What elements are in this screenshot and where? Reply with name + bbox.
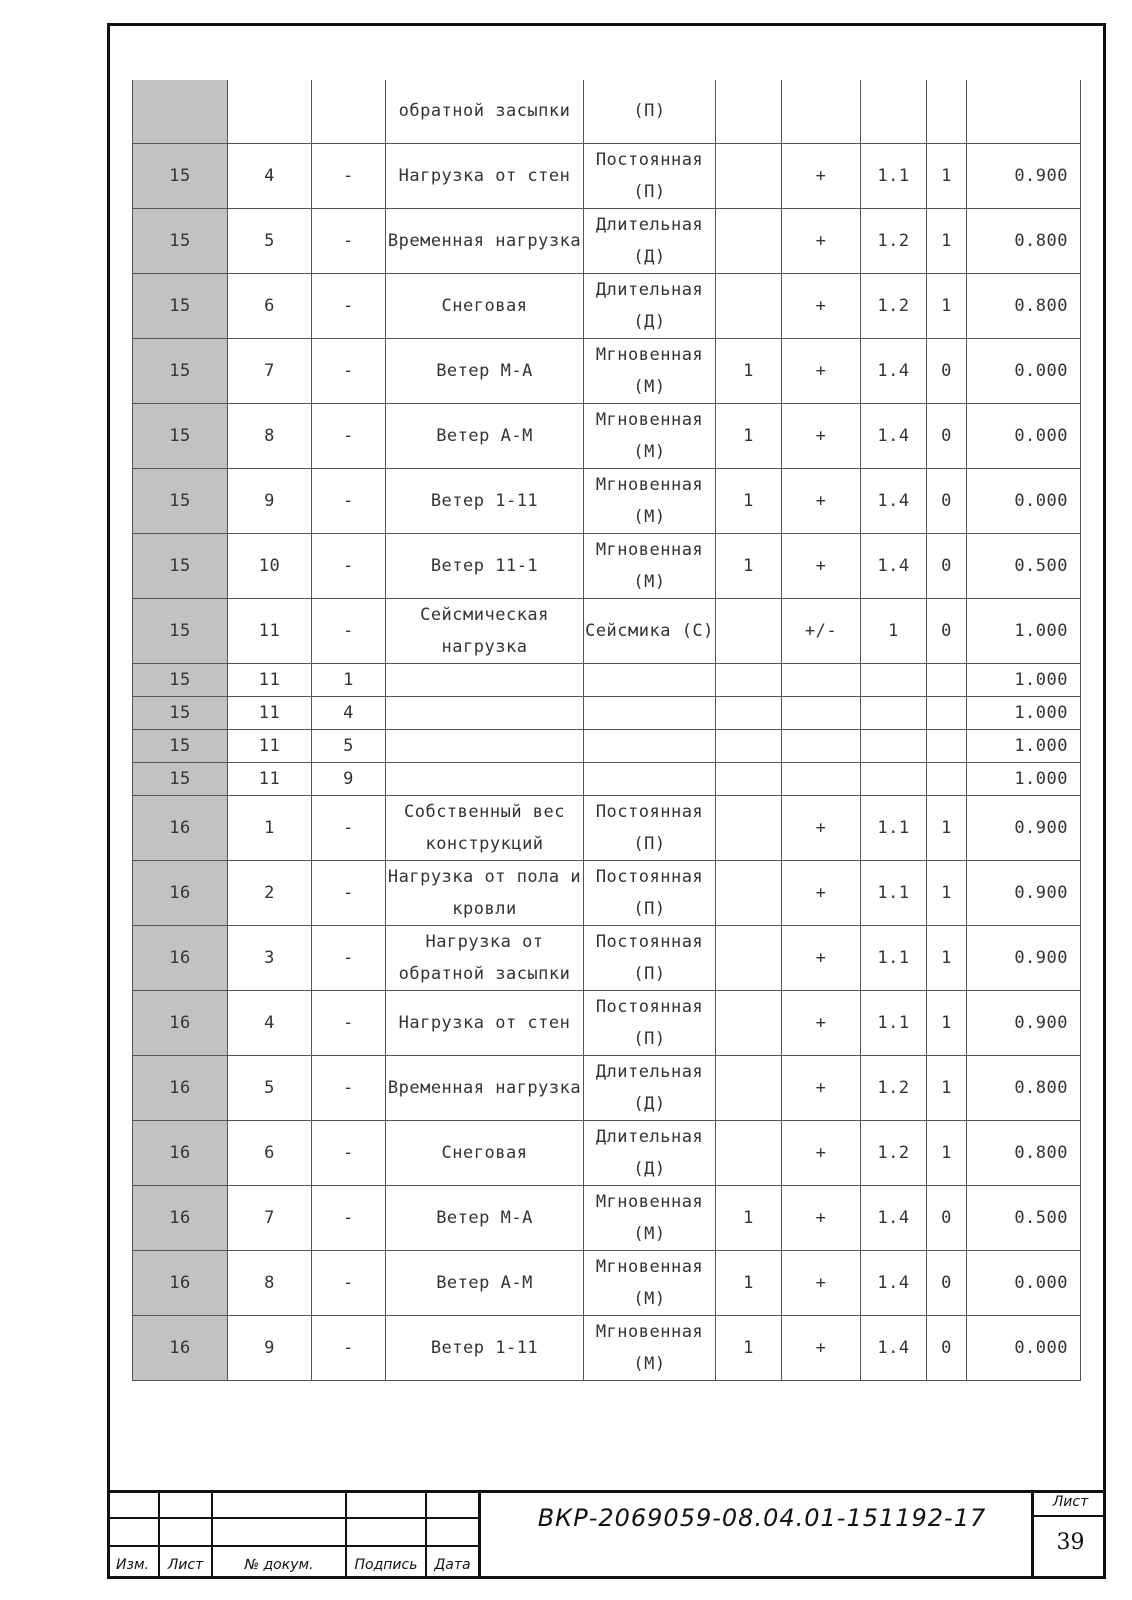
cell-subload: - (312, 1250, 386, 1315)
cell-group (716, 663, 782, 696)
cell-coefficient: 1.000 (967, 663, 1081, 696)
cell-combination: 16 (133, 1055, 228, 1120)
cell-subload: - (312, 1185, 386, 1250)
cell-sign (782, 762, 861, 795)
cell-load-name: Временная нагрузка (386, 208, 584, 273)
cell-load-number: 2 (228, 860, 312, 925)
cell-coefficient (967, 80, 1081, 143)
cell-sign: + (782, 925, 861, 990)
cell-load-type: Постоянная (П) (584, 990, 716, 1055)
cell-flag: 1 (927, 1055, 967, 1120)
cell-group (716, 990, 782, 1055)
table-row (133, 925, 1081, 990)
cell-load-type: Мгновенная (М) (584, 1185, 716, 1250)
table-row (133, 403, 1081, 468)
cell-factor: 1 (861, 598, 927, 663)
cell-group (716, 143, 782, 208)
cell-load-type: Мгновенная (М) (584, 403, 716, 468)
table-row (133, 143, 1081, 208)
cell-combination: 16 (133, 795, 228, 860)
table-row (133, 860, 1081, 925)
cell-load-number: 6 (228, 273, 312, 338)
cell-load-type (584, 696, 716, 729)
cell-subload: - (312, 143, 386, 208)
stamp-header-date: Дата (434, 1557, 471, 1573)
cell-group (716, 273, 782, 338)
cell-combination: 16 (133, 925, 228, 990)
cell-subload: - (312, 208, 386, 273)
cell-coefficient: 0.000 (967, 1315, 1081, 1380)
cell-factor: 1.2 (861, 208, 927, 273)
cell-factor: 1.2 (861, 1120, 927, 1185)
cell-group (716, 729, 782, 762)
cell-sign: + (782, 1315, 861, 1380)
cell-sign (782, 663, 861, 696)
cell-factor (861, 729, 927, 762)
cell-load-number: 4 (228, 143, 312, 208)
cell-sign (782, 729, 861, 762)
cell-combination: 15 (133, 273, 228, 338)
cell-sign: + (782, 468, 861, 533)
table-row (133, 598, 1081, 663)
cell-factor: 1.4 (861, 1315, 927, 1380)
cell-subload: 1 (312, 663, 386, 696)
cell-flag: 1 (927, 990, 967, 1055)
cell-group (716, 1055, 782, 1120)
table-row (133, 533, 1081, 598)
cell-flag: 1 (927, 860, 967, 925)
cell-sign: +/- (782, 598, 861, 663)
cell-load-name: Собственный вес конструкций (386, 795, 584, 860)
cell-coefficient: 0.900 (967, 795, 1081, 860)
cell-group: 1 (716, 533, 782, 598)
cell-load-number: 5 (228, 1055, 312, 1120)
cell-subload: 5 (312, 729, 386, 762)
cell-group (716, 925, 782, 990)
table-row (133, 1315, 1081, 1380)
cell-flag: 1 (927, 795, 967, 860)
cell-combination: 15 (133, 403, 228, 468)
table-row (133, 273, 1081, 338)
cell-load-name: Ветер М-А (386, 1185, 584, 1250)
cell-sign: + (782, 795, 861, 860)
cell-factor: 1.1 (861, 925, 927, 990)
cell-subload: - (312, 925, 386, 990)
cell-load-name: Ветер 11-1 (386, 533, 584, 598)
cell-coefficient: 0.900 (967, 925, 1081, 990)
cell-group: 1 (716, 468, 782, 533)
cell-combination: 16 (133, 1185, 228, 1250)
cell-combination: 15 (133, 729, 228, 762)
cell-subload: - (312, 533, 386, 598)
cell-coefficient: 1.000 (967, 762, 1081, 795)
cell-sign: + (782, 1055, 861, 1120)
cell-group (716, 1120, 782, 1185)
cell-coefficient: 0.000 (967, 403, 1081, 468)
loads-table (132, 80, 1081, 1381)
table-row (133, 696, 1081, 729)
cell-load-type: Длительная (Д) (584, 273, 716, 338)
cell-load-name: Ветер 1-11 (386, 468, 584, 533)
cell-sign (782, 696, 861, 729)
table-row (133, 468, 1081, 533)
cell-combination: 15 (133, 208, 228, 273)
cell-subload: - (312, 860, 386, 925)
table-row (133, 1250, 1081, 1315)
cell-subload: - (312, 338, 386, 403)
cell-combination: 16 (133, 1250, 228, 1315)
cell-load-name: Временная нагрузка (386, 1055, 584, 1120)
cell-load-name (386, 663, 584, 696)
cell-combination: 16 (133, 990, 228, 1055)
cell-combination: 16 (133, 1315, 228, 1380)
table-row (133, 729, 1081, 762)
cell-load-name: Сейсмическая нагрузка (386, 598, 584, 663)
cell-group (716, 795, 782, 860)
cell-sign: + (782, 1250, 861, 1315)
cell-coefficient: 0.900 (967, 990, 1081, 1055)
cell-load-type (584, 762, 716, 795)
cell-coefficient: 1.000 (967, 729, 1081, 762)
cell-load-name: Ветер М-А (386, 338, 584, 403)
cell-factor: 1.1 (861, 143, 927, 208)
table-row (133, 80, 1081, 143)
table-row (133, 990, 1081, 1055)
cell-group: 1 (716, 403, 782, 468)
cell-combination: 15 (133, 762, 228, 795)
cell-flag: 0 (927, 533, 967, 598)
cell-load-type (584, 729, 716, 762)
cell-load-type: Мгновенная (М) (584, 1250, 716, 1315)
cell-group: 1 (716, 1315, 782, 1380)
cell-flag: 1 (927, 925, 967, 990)
cell-load-name: Нагрузка от стен (386, 143, 584, 208)
cell-flag: 0 (927, 1315, 967, 1380)
title-block (107, 1490, 1106, 1579)
cell-flag (927, 762, 967, 795)
cell-load-name: Ветер 1-11 (386, 1315, 584, 1380)
cell-load-number: 10 (228, 533, 312, 598)
table-row (133, 795, 1081, 860)
cell-flag: 0 (927, 403, 967, 468)
cell-load-type: Мгновенная (М) (584, 533, 716, 598)
cell-factor: 1.4 (861, 338, 927, 403)
loads-table-body (133, 80, 1081, 1380)
cell-group: 1 (716, 1185, 782, 1250)
cell-coefficient: 1.000 (967, 598, 1081, 663)
cell-factor: 1.4 (861, 1250, 927, 1315)
cell-coefficient: 0.000 (967, 338, 1081, 403)
cell-load-name: Снеговая (386, 1120, 584, 1185)
cell-load-name: Нагрузка от стен (386, 990, 584, 1055)
cell-factor: 1.4 (861, 468, 927, 533)
cell-load-number: 8 (228, 1250, 312, 1315)
cell-subload: - (312, 598, 386, 663)
cell-flag: 0 (927, 598, 967, 663)
cell-sign: + (782, 990, 861, 1055)
cell-sign: + (782, 403, 861, 468)
document-code: ВКР-2069059-08.04.01-151192-17 (537, 1504, 987, 1532)
table-row (133, 1055, 1081, 1120)
cell-flag (927, 696, 967, 729)
cell-load-type: Постоянная (П) (584, 795, 716, 860)
cell-group: 1 (716, 338, 782, 403)
cell-subload: - (312, 990, 386, 1055)
cell-coefficient: 0.800 (967, 1055, 1081, 1120)
cell-sign: + (782, 338, 861, 403)
cell-group (716, 598, 782, 663)
cell-load-type: Постоянная (П) (584, 925, 716, 990)
cell-factor (861, 762, 927, 795)
cell-load-number (228, 80, 312, 143)
sheet-number: 39 (1056, 1530, 1085, 1555)
cell-sign: + (782, 143, 861, 208)
stamp-header-sheet: Лист (167, 1557, 204, 1573)
cell-coefficient: 0.900 (967, 860, 1081, 925)
cell-sign: + (782, 273, 861, 338)
cell-flag (927, 729, 967, 762)
cell-sign: + (782, 860, 861, 925)
cell-load-number: 11 (228, 696, 312, 729)
cell-load-name: Ветер А-М (386, 403, 584, 468)
cell-load-number: 3 (228, 925, 312, 990)
cell-combination: 16 (133, 1120, 228, 1185)
cell-sign: + (782, 208, 861, 273)
cell-subload: - (312, 1120, 386, 1185)
cell-load-type: (П) (584, 80, 716, 143)
cell-coefficient: 0.800 (967, 273, 1081, 338)
table-row (133, 762, 1081, 795)
sheet-label: Лист (1052, 1494, 1089, 1510)
cell-subload: 9 (312, 762, 386, 795)
cell-load-type: Мгновенная (М) (584, 1315, 716, 1380)
cell-load-number: 1 (228, 795, 312, 860)
cell-flag: 0 (927, 338, 967, 403)
cell-load-name: Ветер А-М (386, 1250, 584, 1315)
cell-load-number: 11 (228, 762, 312, 795)
cell-flag (927, 80, 967, 143)
cell-subload: - (312, 468, 386, 533)
cell-load-name: Снеговая (386, 273, 584, 338)
cell-factor: 1.4 (861, 1185, 927, 1250)
cell-load-type: Сейсмика (С) (584, 598, 716, 663)
cell-combination (133, 80, 228, 143)
stamp-header-signature: Подпись (354, 1557, 418, 1573)
cell-load-number: 9 (228, 1315, 312, 1380)
cell-flag: 0 (927, 1250, 967, 1315)
cell-load-type: Длительная (Д) (584, 1120, 716, 1185)
cell-coefficient: 0.500 (967, 533, 1081, 598)
cell-combination: 16 (133, 860, 228, 925)
cell-subload: 4 (312, 696, 386, 729)
cell-flag: 1 (927, 208, 967, 273)
cell-coefficient: 0.800 (967, 1120, 1081, 1185)
cell-load-type: Мгновенная (М) (584, 468, 716, 533)
cell-combination: 15 (133, 468, 228, 533)
cell-load-type: Постоянная (П) (584, 143, 716, 208)
table-row (133, 338, 1081, 403)
cell-load-name (386, 762, 584, 795)
cell-group (716, 762, 782, 795)
cell-factor: 1.1 (861, 860, 927, 925)
cell-coefficient: 0.000 (967, 1250, 1081, 1315)
cell-flag: 1 (927, 1120, 967, 1185)
cell-coefficient: 0.500 (967, 1185, 1081, 1250)
stamp-header-doc-number: № докум. (244, 1557, 314, 1573)
cell-subload: - (312, 795, 386, 860)
cell-load-number: 5 (228, 208, 312, 273)
cell-flag: 0 (927, 468, 967, 533)
cell-factor: 1.1 (861, 795, 927, 860)
cell-subload (312, 80, 386, 143)
cell-flag: 0 (927, 1185, 967, 1250)
cell-sign: + (782, 1120, 861, 1185)
cell-sign: + (782, 533, 861, 598)
cell-load-number: 11 (228, 729, 312, 762)
table-row (133, 208, 1081, 273)
cell-combination: 15 (133, 338, 228, 403)
cell-load-type: Длительная (Д) (584, 1055, 716, 1120)
cell-combination: 15 (133, 533, 228, 598)
cell-combination: 15 (133, 696, 228, 729)
table-row (133, 663, 1081, 696)
cell-factor: 1.1 (861, 990, 927, 1055)
cell-flag (927, 663, 967, 696)
cell-factor (861, 80, 927, 143)
stamp-header-change: Изм. (116, 1557, 149, 1573)
cell-load-name (386, 696, 584, 729)
cell-group (716, 80, 782, 143)
cell-load-number: 4 (228, 990, 312, 1055)
cell-load-number: 8 (228, 403, 312, 468)
cell-factor (861, 663, 927, 696)
cell-load-name: Нагрузка от обратной засыпки (386, 925, 584, 990)
cell-subload: - (312, 403, 386, 468)
cell-group (716, 860, 782, 925)
cell-load-name: Нагрузка от пола и кровли (386, 860, 584, 925)
cell-combination: 15 (133, 598, 228, 663)
cell-flag: 1 (927, 143, 967, 208)
cell-load-number: 7 (228, 338, 312, 403)
cell-combination: 15 (133, 143, 228, 208)
cell-factor: 1.4 (861, 403, 927, 468)
cell-coefficient: 1.000 (967, 696, 1081, 729)
cell-group: 1 (716, 1250, 782, 1315)
cell-load-name: обратной засыпки (386, 80, 584, 143)
cell-load-type: Длительная (Д) (584, 208, 716, 273)
cell-group (716, 208, 782, 273)
table-row (133, 1185, 1081, 1250)
cell-load-name (386, 729, 584, 762)
cell-factor: 1.4 (861, 533, 927, 598)
cell-coefficient: 0.900 (967, 143, 1081, 208)
cell-load-number: 6 (228, 1120, 312, 1185)
cell-load-number: 9 (228, 468, 312, 533)
cell-subload: - (312, 273, 386, 338)
cell-factor: 1.2 (861, 273, 927, 338)
cell-combination: 15 (133, 663, 228, 696)
cell-load-number: 11 (228, 663, 312, 696)
cell-load-type (584, 663, 716, 696)
cell-subload: - (312, 1055, 386, 1120)
table-row (133, 1120, 1081, 1185)
cell-flag: 1 (927, 273, 967, 338)
cell-sign: + (782, 1185, 861, 1250)
cell-factor (861, 696, 927, 729)
cell-sign (782, 80, 861, 143)
cell-load-number: 7 (228, 1185, 312, 1250)
cell-group (716, 696, 782, 729)
cell-load-number: 11 (228, 598, 312, 663)
cell-factor: 1.2 (861, 1055, 927, 1120)
cell-load-type: Постоянная (П) (584, 860, 716, 925)
cell-load-type: Мгновенная (М) (584, 338, 716, 403)
cell-subload: - (312, 1315, 386, 1380)
cell-coefficient: 0.800 (967, 208, 1081, 273)
cell-coefficient: 0.000 (967, 468, 1081, 533)
